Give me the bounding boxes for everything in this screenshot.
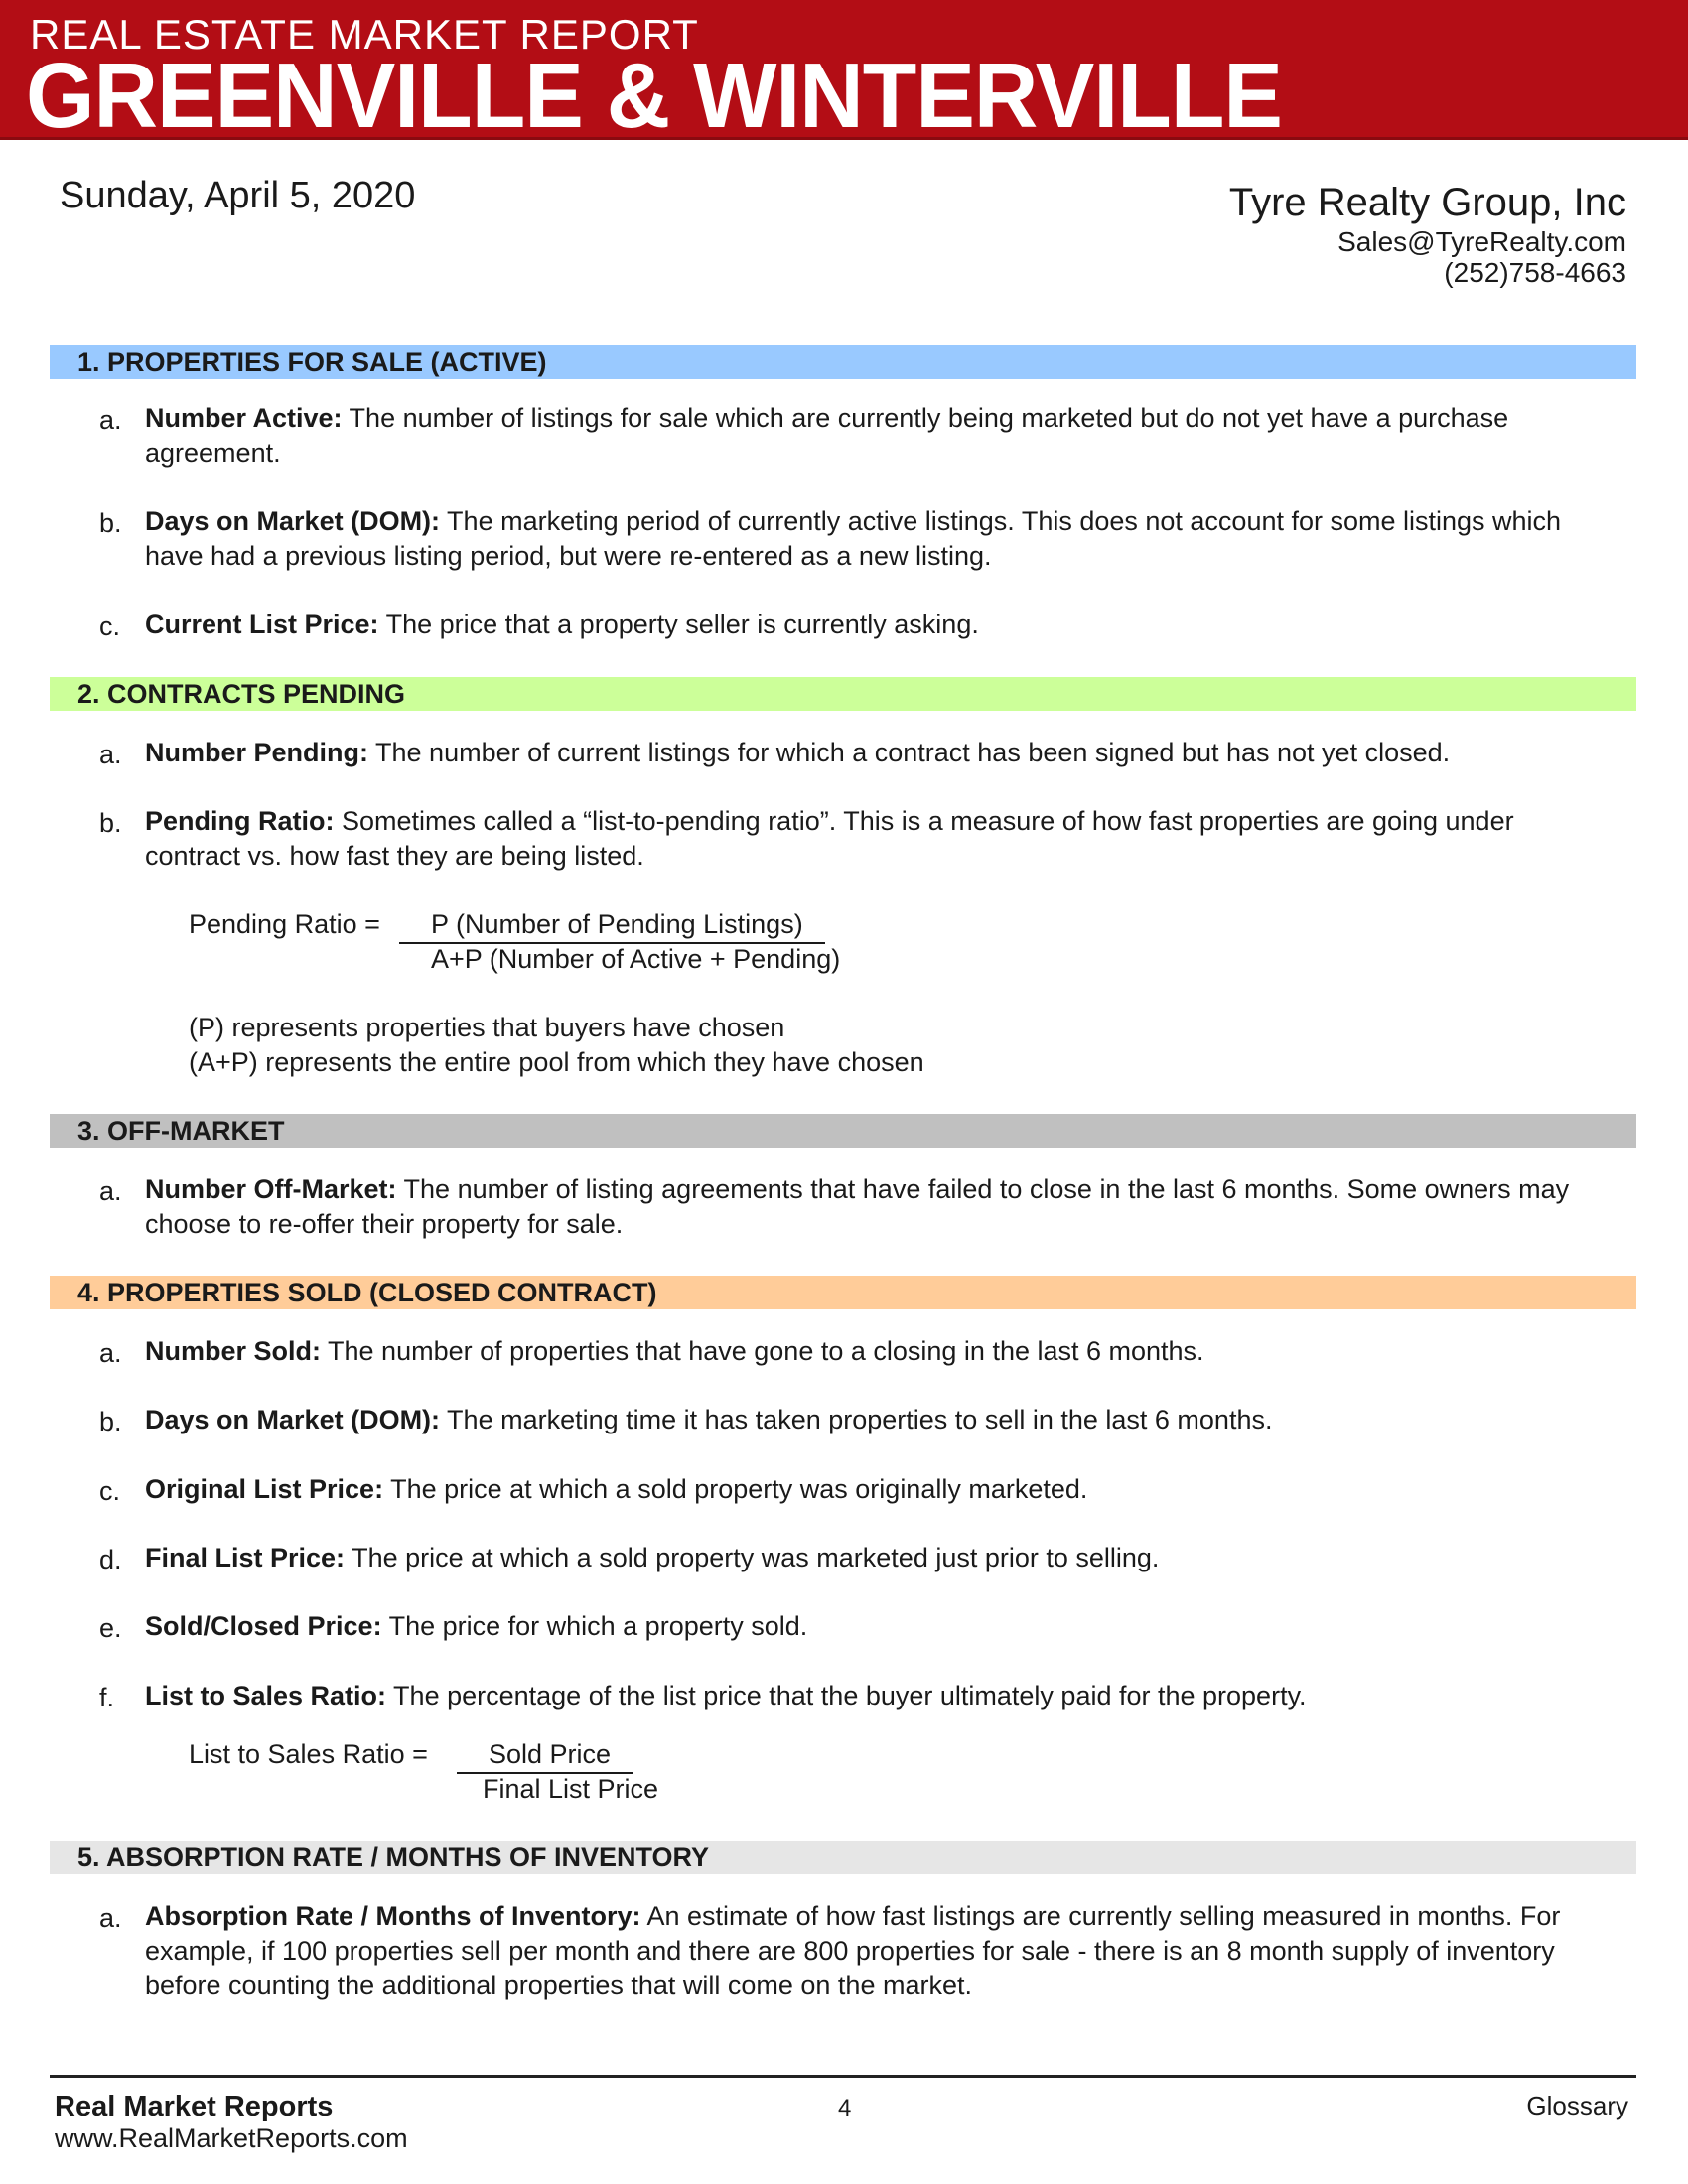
item-term: Number Active: [145,403,343,433]
item-text: The price that a property seller is currently asking. [378,610,979,639]
section-title: 2. CONTRACTS PENDING [77,679,406,709]
item-letter: e. [99,1613,122,1643]
glossary-item [99,804,1609,874]
item-term: Number Sold: [145,1336,322,1366]
glossary-item [99,504,1609,574]
item-text: The price at which a sold property was marketed just prior to selling. [345,1543,1160,1572]
formula-numerator: P (Number of Pending Listings) [399,907,825,944]
item-term: Current List Price: [145,610,379,639]
report-subtitle: REAL ESTATE MARKET REPORT [30,11,699,58]
report-date: Sunday, April 5, 2020 [60,175,416,216]
glossary-item [99,1172,1609,1242]
page-number: 4 [838,2095,852,2121]
item-letter: c. [99,612,121,641]
item-text: The marketing time it has taken properties to sell in the last 6 months. [440,1405,1273,1434]
item-letter: a. [99,1176,122,1206]
item-letter: a. [99,1903,122,1933]
glossary-item [99,1403,1609,1437]
section-title: 5. ABSORPTION RATE / MONTHS OF INVENTORY [77,1843,710,1872]
formula-note: (A+P) represents the entire pool from which they have chosen [189,1047,924,1077]
item-letter: a. [99,740,122,769]
glossary-item [99,1334,1609,1369]
glossary-item [99,736,1609,770]
item-term: Days on Market (DOM): [145,506,441,536]
item-text: Sometimes called a “list-to-pending ratio”. This is a measure of how fast properties are going under contract vs. how fast they are being listed. [145,806,1514,871]
item-term: Absorption Rate / Months of Inventory: [145,1901,641,1931]
item-letter: d. [99,1545,122,1574]
company-name: Tyre Realty Group, Inc [1228,181,1626,224]
formula-label: Pending Ratio = [189,909,380,939]
item-term: Days on Market (DOM): [145,1405,441,1434]
item-letter: f. [99,1683,115,1712]
formula-note: (P) represents properties that buyers have chosen [189,1013,785,1042]
item-term: Final List Price: [145,1543,346,1572]
section-header-pending [50,677,1636,711]
glossary-item [99,1541,1609,1575]
section-title: 3. OFF-MARKET [77,1116,285,1146]
item-letter: a. [99,1338,122,1368]
glossary-item [99,1899,1609,2003]
glossary-item [99,1679,1609,1713]
section-header-off-market [50,1114,1636,1148]
footer-brand: Real Market Reports [55,2091,334,2122]
section-header-absorption [50,1841,1636,1874]
item-text: The number of properties that have gone to a closing in the last 6 months. [321,1336,1204,1366]
item-text: The number of listing agreements that have failed to close in the last 6 months. Some owners may choose to re-offer their property for sale. [145,1174,1570,1239]
item-letter: a. [99,405,122,435]
glossary-item [99,1609,1609,1644]
item-term: Sold/Closed Price: [145,1611,382,1641]
item-text: The price at which a sold property was originally marketed. [383,1474,1088,1504]
section-title: 4. PROPERTIES SOLD (CLOSED CONTRACT) [77,1278,657,1307]
footer-brand-block [55,2091,408,2154]
item-text: The percentage of the list price that the buyer ultimately paid for the property. [386,1681,1307,1710]
company-block [1229,179,1626,288]
item-text: The price for which a property sold. [381,1611,808,1641]
formula-denominator: Final List Price [483,1774,659,1804]
footer-divider [50,2075,1636,2078]
item-term: Original List Price: [145,1474,384,1504]
item-text: The marketing period of currently active listings. This does not account for some listings which have had a previous listing period, but were re-entered as a new listing. [145,506,1562,571]
item-term: Pending Ratio: [145,806,335,836]
item-text: The number of listings for sale which are currently being marketed but do not yet have a purchase agreement. [145,403,1509,468]
item-term: Number Off-Market: [145,1174,397,1204]
item-text: An estimate of how fast listings are currently selling measured in months. For example, if 100 properties sell per month and there are 800 properties for sale - there is an 8 month supply of inventory before counting the additional properties that will come on the market. [145,1901,1561,2000]
company-phone: (252)758-4663 [1444,257,1626,288]
formula-denominator: A+P (Number of Active + Pending) [431,944,841,974]
report-banner [0,0,1688,147]
company-email[interactable]: Sales@TyreRealty.com [1337,226,1626,257]
item-letter: c. [99,1476,121,1506]
item-text: The number of current listings for which a contract has been signed but has not yet closed. [368,738,1451,767]
footer-section-name: Glossary [1526,2091,1628,2120]
item-letter: b. [99,808,122,838]
report-title: GREENVILLE & WINTERVILLE [26,44,1282,147]
item-letter: b. [99,1407,122,1436]
item-term: List to Sales Ratio: [145,1681,387,1710]
footer-url[interactable]: www.RealMarketReports.com [55,2123,408,2153]
glossary-item [99,1472,1609,1507]
section-header-active [50,345,1636,379]
formula-label: List to Sales Ratio = [189,1739,428,1769]
formula-numerator: Sold Price [457,1737,633,1774]
item-term: Number Pending: [145,738,369,767]
section-title: 1. PROPERTIES FOR SALE (ACTIVE) [77,347,547,377]
section-header-sold [50,1276,1636,1309]
glossary-item [99,608,1609,642]
item-letter: b. [99,508,122,538]
glossary-item [99,401,1609,471]
